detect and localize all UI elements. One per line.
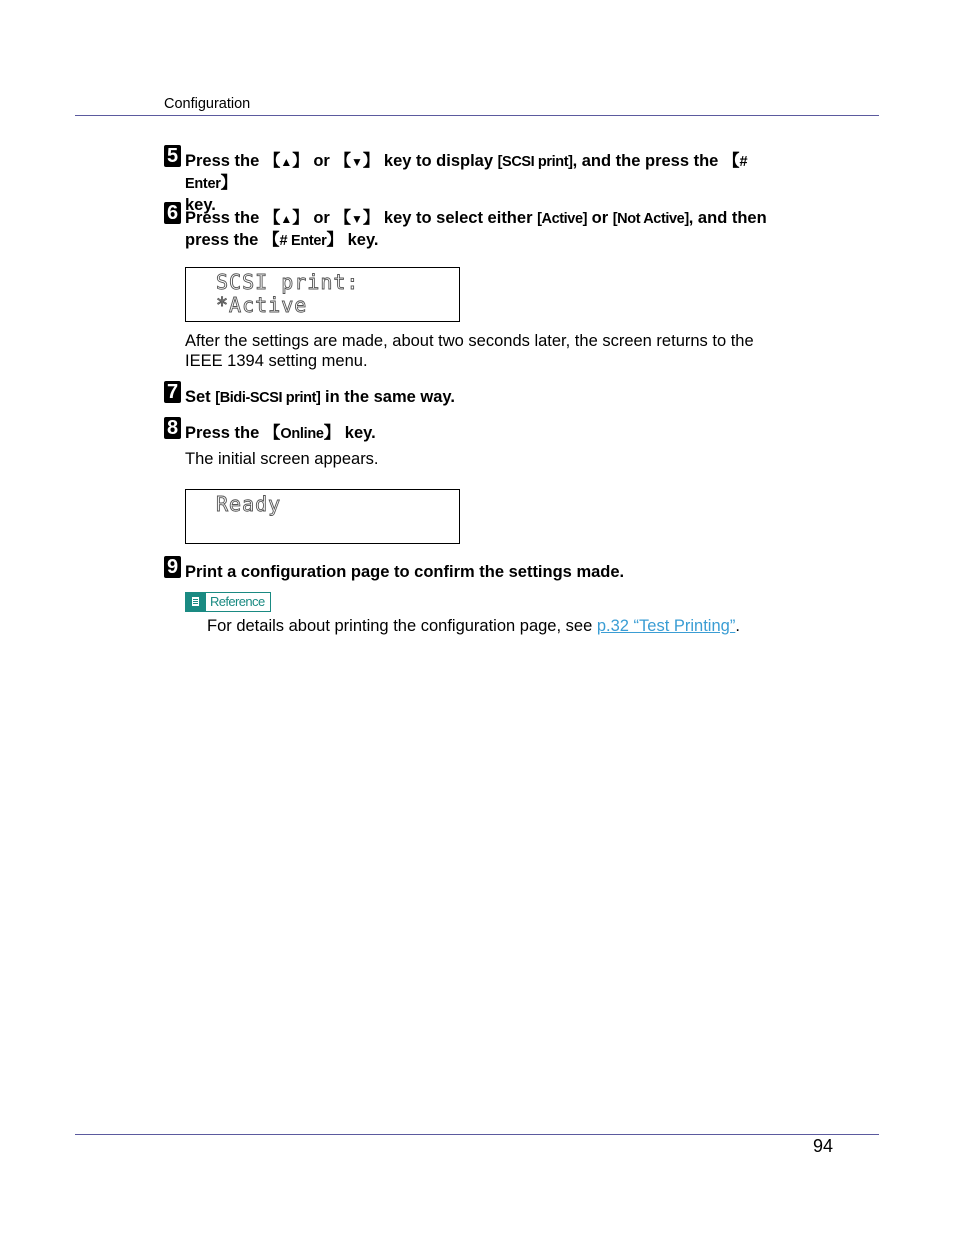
step-8-part: key. <box>340 424 376 442</box>
step-8-part: Press the <box>185 424 264 442</box>
step-5-part: Press the <box>185 152 264 170</box>
lcd-line-1: Ready <box>216 492 282 516</box>
lcd-display-ready <box>185 489 460 544</box>
step-5-part: key to display <box>379 152 498 170</box>
step-number-9: 9 <box>164 556 181 578</box>
reference-text <box>207 617 740 636</box>
step-number-6: 6 <box>164 202 181 224</box>
menu-item-bidi-scsi-print: [Bidi-SCSI print] <box>215 390 321 406</box>
test-printing-link[interactable]: p.32 “Test Printing” <box>596 617 736 635</box>
down-arrow-key-icon: ▼ <box>350 212 363 226</box>
up-arrow-key-icon: ▲ <box>280 212 293 226</box>
step-5-part: or <box>308 152 335 170</box>
step-number-7: 7 <box>164 381 181 403</box>
key-bracket-close: 】 <box>220 174 238 192</box>
step-5-part: , and the press the <box>572 152 723 170</box>
step-7-part: in the same way. <box>320 388 455 406</box>
key-bracket-open: 【 <box>263 152 281 170</box>
key-bracket-close: 】 <box>362 152 380 170</box>
step-8-text: Press the 【Online】 key. <box>185 424 376 442</box>
reference-badge <box>185 592 271 612</box>
step-5-text <box>185 151 797 216</box>
lcd-line-1: SCSI print: <box>216 270 360 294</box>
down-arrow-key-icon: ▼ <box>350 155 363 169</box>
step-5-line2: key. <box>185 196 216 214</box>
after-text-line1: After the settings are made, about two seconds later, the screen returns to the <box>185 332 754 350</box>
after-settings-text <box>185 331 805 371</box>
initial-screen-text: The initial screen appears. <box>185 450 379 468</box>
step-6-part: key. <box>343 231 379 249</box>
page-number: 94 <box>813 1136 834 1156</box>
enter-key-label: # Enter <box>279 233 327 249</box>
step-6-part: key to select either <box>379 209 538 227</box>
step-6-part: Press the <box>185 209 264 227</box>
lcd-line-2: *Active <box>216 293 308 317</box>
key-bracket-close: 】 <box>292 152 309 170</box>
lcd-display-scsi-print <box>185 267 460 322</box>
up-arrow-key-icon: ▲ <box>280 155 293 169</box>
menu-item-scsi-print: [SCSI print] <box>497 154 573 170</box>
key-bracket-open: 【 <box>334 152 351 170</box>
step-7-text <box>185 387 797 409</box>
step-6-part: , and then <box>688 209 767 227</box>
step-6-part: or <box>587 209 613 227</box>
step-6-text: Press the 【▲】 or 【▼】 key to select either [Active] or [Not Active], and then press the 【# Enter】 key. <box>185 209 767 249</box>
reference-text-before: For details about printing the configuration page, see <box>207 617 597 635</box>
reference-document-icon <box>186 593 206 611</box>
running-head: Configuration <box>164 96 251 112</box>
step-number-8: 8 <box>164 417 181 439</box>
online-key-label: Online <box>280 426 324 442</box>
reference-label: Reference <box>210 594 265 609</box>
step-7-part: Set <box>185 388 216 406</box>
header-rule <box>75 115 879 116</box>
enter-key-label: # Enter <box>185 154 748 192</box>
key-bracket-open: 【 <box>722 152 740 170</box>
option-not-active: [Not Active] <box>612 211 689 227</box>
footer-rule <box>75 1134 879 1135</box>
step-6-part: press the <box>185 231 263 249</box>
step-9-text: Print a configuration page to confirm the settings made. <box>185 563 625 581</box>
step-6-part: or <box>308 209 335 227</box>
option-active: [Active] <box>537 211 588 227</box>
reference-text-after: . <box>735 617 740 635</box>
step-number-5: 5 <box>164 145 181 167</box>
after-text-line2: IEEE 1394 setting menu. <box>185 352 368 370</box>
